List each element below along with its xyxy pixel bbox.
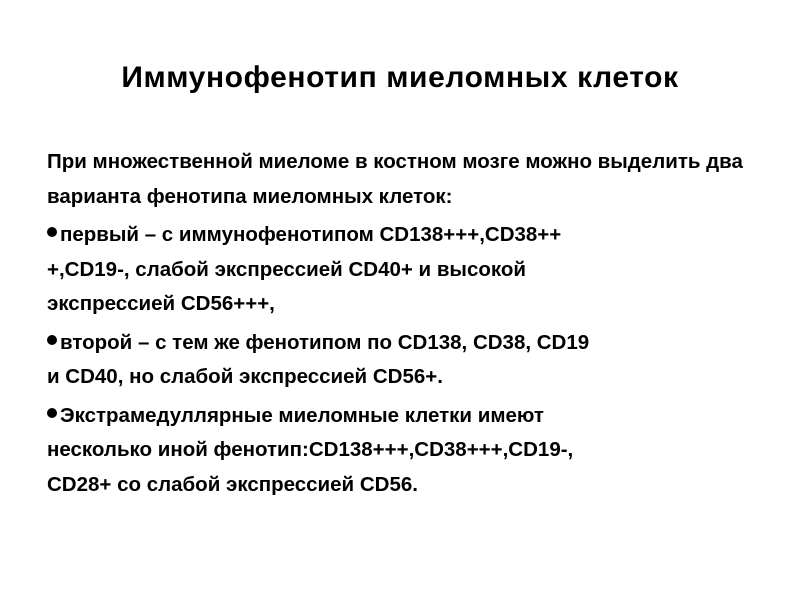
bullet-line: первый – с иммунофенотипом CD138+++,CD38++ bbox=[60, 223, 562, 246]
bullet-dot-icon bbox=[47, 408, 57, 418]
bullet-list bbox=[47, 218, 759, 502]
bullet-line: Экстрамедуллярные миеломные клетки имеют bbox=[60, 403, 544, 427]
bullet-line: CD28+ со слабой экспрессией CD56. bbox=[47, 472, 418, 496]
slide-body bbox=[47, 145, 759, 506]
bullet-item-first bbox=[47, 218, 759, 322]
intro-paragraph: При множественной миеломе в костном мозге можно выделить два варианта фенотипа миеломных клеток: bbox=[47, 150, 743, 208]
bullet-item-third bbox=[47, 399, 759, 503]
bullet-line: и CD40, но слабой экспрессией CD56+. bbox=[47, 365, 443, 388]
bullet-line: второй – с тем же фенотипом по CD138, CD38, CD19 bbox=[60, 330, 590, 354]
bullet-line: +,CD19-, слабой экспрессией CD40+ и высокой bbox=[47, 257, 526, 281]
bullet-dot-icon bbox=[47, 335, 57, 345]
bullet-line: экспрессией CD56+++, bbox=[47, 292, 275, 315]
bullet-dot-icon bbox=[47, 227, 57, 237]
bullet-item-second bbox=[47, 326, 759, 395]
bullet-line: несколько иной фенотип:CD138+++,CD38+++,CD19-, bbox=[47, 438, 574, 461]
slide-title: Иммунофенотип миеломных клеток bbox=[121, 61, 679, 94]
